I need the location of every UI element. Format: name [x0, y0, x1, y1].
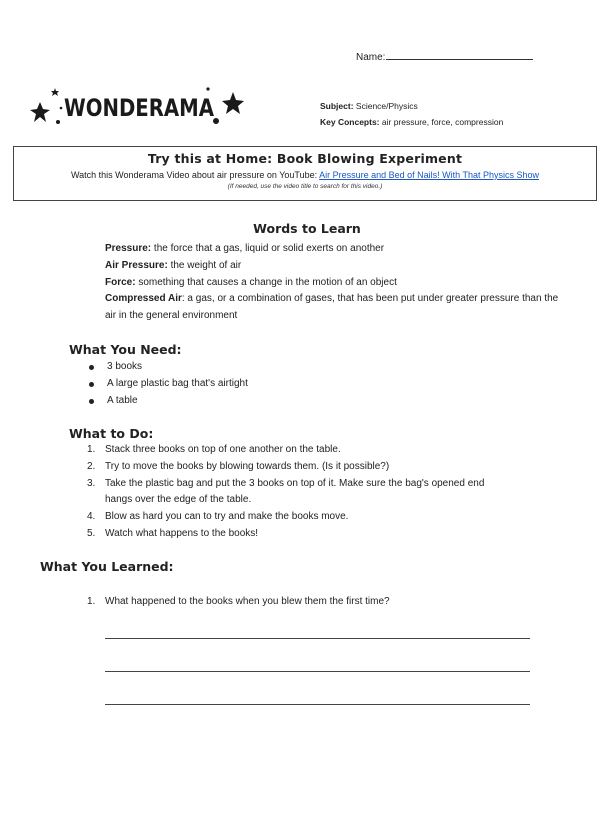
definitions-list — [105, 241, 565, 325]
left-star-icon — [30, 102, 50, 122]
need-list — [89, 359, 248, 409]
subject-label: Subject: — [320, 101, 354, 111]
concepts-label: Key Concepts: — [320, 117, 380, 127]
intro-box — [13, 146, 597, 201]
bullet-icon — [89, 399, 94, 404]
definition: the weight of air — [170, 259, 242, 271]
bullet-icon — [89, 382, 94, 387]
need-item-text: 3 books — [107, 361, 143, 372]
definition: the force that a gas, liquid or solid exerts on another — [153, 243, 385, 254]
name-blank-line[interactable] — [386, 50, 533, 60]
name-field[interactable] — [356, 50, 533, 63]
list-item — [89, 393, 248, 410]
step-text: Blow as hard you can to try and make the books move. — [105, 511, 349, 523]
subject-block — [320, 98, 503, 130]
answer-line[interactable] — [105, 671, 530, 672]
answer-line[interactable] — [105, 638, 530, 639]
right-star-icon — [222, 92, 244, 114]
intro-title: Try this at Home: Book Blowing Experiment — [147, 151, 463, 166]
todo-list — [87, 442, 507, 543]
search-note: (If needed, use the video title to search for this video.) — [227, 183, 383, 190]
need-item-text: A table — [107, 394, 138, 406]
definition-item — [105, 291, 565, 325]
term: Air Pressure: — [105, 259, 168, 271]
watch-text: Watch this Wonderama Video about air pressure on YouTube: — [70, 170, 318, 180]
list-item — [89, 359, 248, 376]
term: Compressed Air — [105, 293, 182, 305]
term: Pressure: — [105, 243, 152, 254]
list-item: 1. What happened to the books when you blew them the first time? — [87, 596, 390, 607]
video-link[interactable]: Air Pressure and Bed of Nails! With That Physics Show — [319, 170, 540, 180]
todo-heading: What to Do: — [69, 426, 154, 441]
list-item: 1. Stack three books on top of one another on the table. — [87, 444, 341, 455]
step-text: Try to move the books by blowing towards them. (Is it possible?) — [105, 460, 390, 472]
concepts-value: air pressure, force, compression — [381, 117, 504, 127]
list-item: 3. Take the plastic bag and put the 3 books on top of it. Make sure the bag's opened end hangs over the edge of the table. — [87, 477, 485, 506]
dot-icon — [56, 120, 60, 124]
definition-item — [105, 275, 565, 292]
need-item-text: A large plastic bag that's airtight — [107, 377, 248, 389]
definition-item — [105, 258, 565, 275]
list-item: 2. Try to move the books by blowing towards them. (Is it possible?) — [87, 460, 390, 472]
step-text: Stack three books on top of one another on the table. — [105, 444, 341, 455]
bullet-icon — [89, 365, 94, 370]
need-heading: What You Need: — [69, 342, 182, 357]
list-item: 4. Blow as hard you can to try and make the books move. — [87, 511, 349, 523]
definition: : a gas, or a combination of gases, that has been put under greater pressure than the air in the general environment — [105, 293, 559, 322]
watch-line — [14, 170, 596, 180]
definition-item — [105, 241, 565, 258]
wonderama-logo — [28, 80, 248, 128]
definition: something that causes a change in the motion of an object — [138, 276, 397, 288]
question-text: What happened to the books when you blew them the first time? — [105, 596, 390, 607]
step-text: Take the plastic bag and put the 3 books on top of it. Make sure the bag's opened end hangs over the edge of the table. — [105, 477, 485, 506]
term: Force: — [105, 276, 136, 288]
answer-line[interactable] — [105, 704, 530, 705]
list-item: 5. Watch what happens to the books! — [87, 527, 259, 539]
subject-value: Science/Physics — [355, 101, 418, 111]
name-label: Name: — [356, 52, 386, 63]
small-star-icon — [51, 88, 59, 96]
logo-text: WONDERAMA — [64, 94, 215, 122]
list-item — [89, 376, 248, 393]
learned-heading: What You Learned: — [40, 559, 174, 574]
step-text: Watch what happens to the books! — [105, 527, 259, 539]
questions-list — [87, 594, 527, 611]
words-heading: Words to Learn — [253, 221, 361, 236]
